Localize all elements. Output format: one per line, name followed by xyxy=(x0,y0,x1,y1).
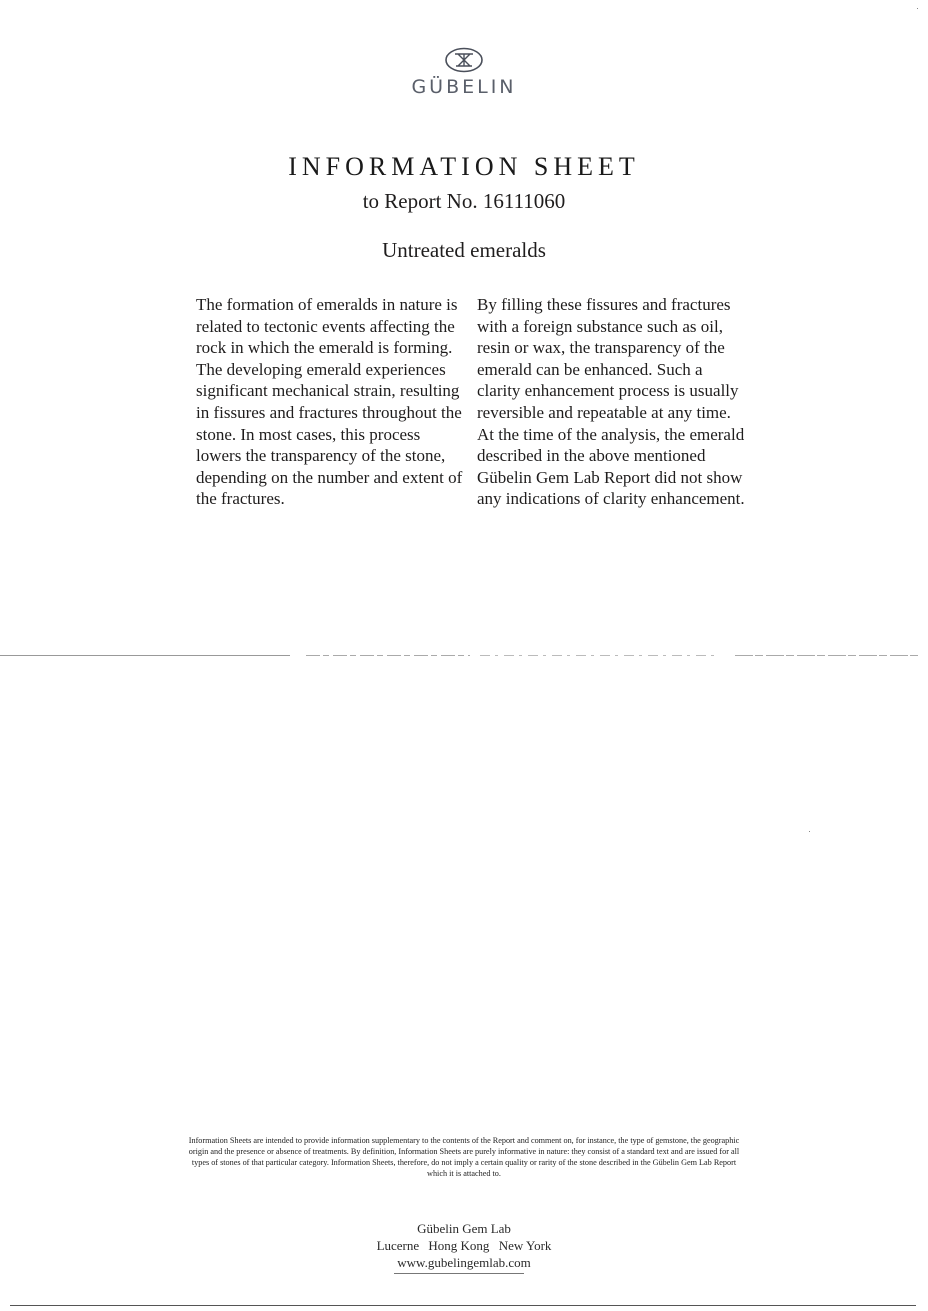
disclaimer-footnote: Information Sheets are intended to provide information supplementary to the contents of the Report and comment on, for instance, the type of gemstone, the geographic origin and the presence or absence of treatments. By definition, Information Sheets are purely informative in nature: they consist of a standard text and are issued for all types of stones of that particular category. Information Sheets, therefore, do not imply a certain quality or rarity of the stone described in the Gübelin Gem Lab Report which it is attached to. xyxy=(188,1136,740,1178)
page-title: INFORMATION SHEET xyxy=(288,152,640,181)
brand-wordmark: GÜBELIN xyxy=(411,76,517,98)
lab-website: www.gubelingemlab.com xyxy=(397,1255,531,1270)
section-heading: Untreated emeralds xyxy=(382,238,546,262)
fold-line xyxy=(0,654,928,657)
city: Hong Kong xyxy=(428,1238,490,1253)
bottom-divider xyxy=(10,1305,916,1306)
scan-speck xyxy=(809,831,810,832)
scan-speck xyxy=(917,8,918,9)
divider xyxy=(394,1273,524,1274)
body-text-right: By filling these fissures and fractures with a foreign substance such as oil, resin or wax, the transparency of the emerald can be enhanced. Such a clarity enhancement process is usually reversible and repeatable at any time. At the time of the analysis, the emerald described in the above mentioned Gübelin Gem Lab Report did not show any indications of clarity enhancement. xyxy=(477,295,745,509)
gubelin-emblem-icon xyxy=(444,46,484,74)
logo xyxy=(0,46,928,74)
lab-contact xyxy=(0,1220,928,1271)
lab-locations xyxy=(0,1237,928,1254)
lab-name: Gübelin Gem Lab xyxy=(417,1221,511,1236)
report-number: to Report No. 16111060 xyxy=(362,189,566,213)
city: Lucerne xyxy=(376,1238,420,1253)
body-text-left: The formation of emeralds in nature is related to tectonic events affecting the rock in which the emerald is forming. The developing emerald experiences significant mechanical strain, resulting in fissures and fractures throughout the stone. In most cases, this process lowers the transparency of the stone, depending on the number and extent of the fractures. xyxy=(196,295,463,509)
city: New York xyxy=(498,1238,552,1253)
